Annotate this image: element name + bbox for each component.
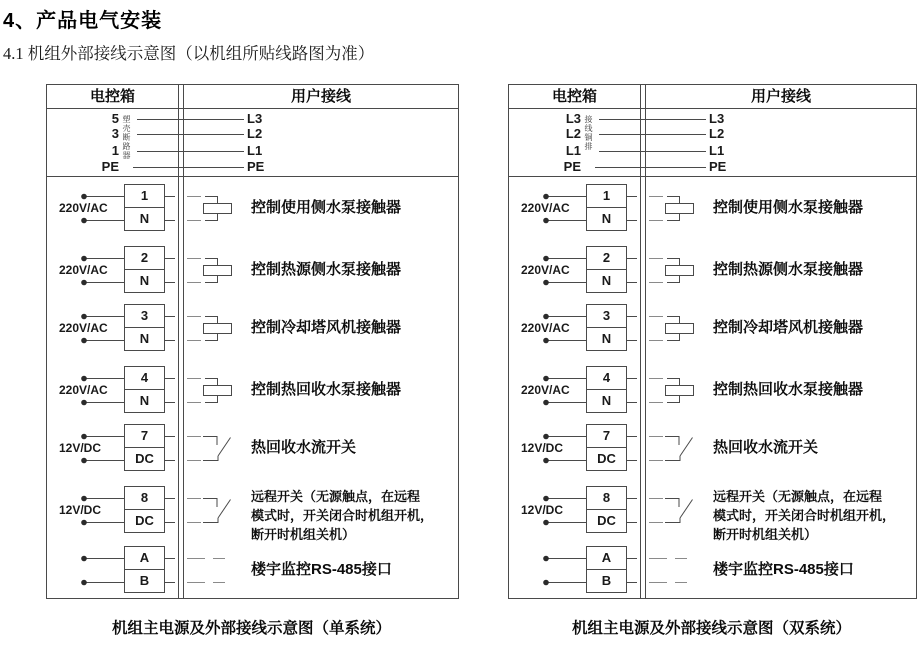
terminal-cell: 8 — [586, 486, 627, 510]
terminal-cell: B — [124, 569, 165, 593]
wiring-diagram-dual — [508, 84, 917, 599]
phase-line-label: L1 — [247, 143, 263, 158]
wiring-diagram-single — [46, 84, 459, 599]
terminal-cell: 3 — [586, 304, 627, 328]
terminal-cell: N — [586, 269, 627, 293]
terminal-cell: N — [124, 327, 165, 351]
terminal-cell: 7 — [586, 424, 627, 448]
section-title: 4、产品电气安装 — [3, 10, 163, 32]
circuit-label-line: 断开时机组关机） — [713, 527, 818, 542]
flow-switch-icon — [203, 499, 231, 523]
terminal-block — [124, 366, 165, 413]
terminal-block — [124, 184, 165, 231]
voltage-label: 12V/DC — [521, 441, 564, 455]
flow-switch-icon — [665, 499, 693, 523]
terminal-block — [586, 546, 627, 593]
voltage-label: 220V/AC — [521, 383, 570, 397]
terminal-cell: 4 — [586, 366, 627, 390]
terminal-block — [586, 246, 627, 293]
contactor-coil-icon — [204, 379, 232, 403]
phase-line-label: L1 — [709, 143, 725, 158]
terminal-cell: DC — [586, 447, 627, 471]
terminal-cell: A — [124, 546, 165, 570]
circuit-label-line: 远程开关（无源触点，在远程 — [251, 489, 421, 504]
contactor-coil-icon — [204, 317, 232, 341]
header-control-box: 电控箱 — [551, 88, 597, 105]
voltage-label: 12V/DC — [521, 503, 564, 517]
breaker-terminal-label: L2 — [565, 126, 581, 141]
phase-line-label: PE — [709, 159, 727, 174]
terminal-cell: 2 — [124, 246, 165, 270]
circuit-label-line: 模式时，开关闭合时机组开机， — [713, 508, 896, 523]
circuit-label: 控制使用侧水泵接触器 — [713, 199, 864, 216]
breaker-terminal-label: PE — [101, 159, 119, 174]
flow-switch-icon — [203, 437, 231, 461]
circuit-label: 控制冷却塔风机接触器 — [713, 319, 864, 336]
circuit-label: 控制热源侧水泵接触器 — [251, 261, 402, 278]
circuit-label — [713, 487, 895, 544]
section-subtitle: 4.1 机组外部接线示意图（以机组所贴线路图为准） — [3, 44, 375, 63]
terminal-block — [586, 366, 627, 413]
flow-switch-icon — [665, 437, 693, 461]
circuit-label-line: 断开时机组关机） — [251, 527, 356, 542]
phase-line-label: L3 — [247, 111, 263, 126]
terminal-cell: DC — [124, 509, 165, 533]
phase-line-label: PE — [247, 159, 265, 174]
circuit-label: 控制热回收水泵接触器 — [251, 381, 402, 398]
terminal-cell: B — [586, 569, 627, 593]
terminal-cell: N — [124, 269, 165, 293]
circuit-label: 热回收水流开关 — [251, 439, 357, 456]
terminal-block — [586, 184, 627, 231]
header-user-wiring: 用户接线 — [750, 88, 811, 105]
breaker-terminal-label: PE — [563, 159, 581, 174]
contactor-coil-icon — [666, 197, 694, 221]
terminal-cell: A — [586, 546, 627, 570]
breaker-terminal-label: 5 — [111, 111, 119, 126]
terminal-cell: 4 — [124, 366, 165, 390]
voltage-label: 220V/AC — [59, 383, 108, 397]
contactor-coil-icon — [666, 379, 694, 403]
circuit-label: 楼宇监控RS-485接口 — [251, 561, 392, 578]
contactor-coil-icon — [666, 317, 694, 341]
voltage-label: 220V/AC — [521, 263, 570, 277]
voltage-label: 12V/DC — [59, 503, 102, 517]
power-lines — [595, 120, 706, 168]
circuit-label — [251, 487, 433, 544]
phase-line-label: L2 — [709, 126, 725, 141]
terminal-block — [124, 424, 165, 471]
terminal-block — [124, 246, 165, 293]
phase-line-label: L3 — [709, 111, 725, 126]
terminal-cell: DC — [124, 447, 165, 471]
circuit-label: 楼宇监控RS-485接口 — [713, 561, 854, 578]
header-control-box: 电控箱 — [89, 88, 135, 105]
terminal-cell: N — [124, 207, 165, 231]
terminal-block — [586, 304, 627, 351]
voltage-label: 220V/AC — [521, 201, 570, 215]
terminal-cell: N — [586, 207, 627, 231]
terminal-block — [124, 304, 165, 351]
terminal-block — [124, 546, 165, 593]
breaker-terminal-label: 1 — [111, 143, 119, 158]
voltage-label: 12V/DC — [59, 441, 102, 455]
circuit-label: 控制热回收水泵接触器 — [713, 381, 864, 398]
terminal-cell: DC — [586, 509, 627, 533]
circuit-label: 控制热源侧水泵接触器 — [713, 261, 864, 278]
breaker-vertical-label: 接线铜排 — [584, 115, 593, 151]
terminal-cell: N — [124, 389, 165, 413]
power-lines — [133, 120, 244, 168]
contactor-coil-icon — [666, 259, 694, 283]
circuit-label: 控制冷却塔风机接触器 — [251, 319, 402, 336]
diagram-caption: 机组主电源及外部接线示意图（单系统） — [111, 620, 391, 637]
header-user-wiring: 用户接线 — [290, 88, 351, 105]
breaker-terminal-label: 3 — [111, 126, 119, 141]
breaker-terminal-label: L1 — [565, 143, 581, 158]
terminal-cell: 2 — [586, 246, 627, 270]
circuit-label-line: 远程开关（无源触点，在远程 — [713, 489, 883, 504]
terminal-block — [586, 486, 627, 533]
terminal-cell: 1 — [124, 184, 165, 208]
circuit-label: 控制使用侧水泵接触器 — [251, 199, 402, 216]
terminal-cell: 3 — [124, 304, 165, 328]
terminal-cell: 8 — [124, 486, 165, 510]
diagram-caption: 机组主电源及外部接线示意图（双系统） — [571, 620, 851, 637]
terminal-cell: N — [586, 327, 627, 351]
circuit-label: 热回收水流开关 — [713, 439, 819, 456]
breaker-terminal-label: L3 — [565, 111, 581, 126]
phase-line-label: L2 — [247, 126, 263, 141]
terminal-block — [586, 424, 627, 471]
voltage-label: 220V/AC — [59, 201, 108, 215]
terminal-cell: 1 — [586, 184, 627, 208]
contactor-coil-icon — [204, 259, 232, 283]
terminal-cell: 7 — [124, 424, 165, 448]
circuit-label-line: 模式时，开关闭合时机组开机， — [251, 508, 434, 523]
breaker-vertical-label: 塑壳断路器 — [122, 115, 131, 160]
voltage-label: 220V/AC — [59, 263, 108, 277]
voltage-label: 220V/AC — [59, 321, 108, 335]
contactor-coil-icon — [204, 197, 232, 221]
terminal-block — [124, 486, 165, 533]
terminal-cell: N — [586, 389, 627, 413]
voltage-label: 220V/AC — [521, 321, 570, 335]
